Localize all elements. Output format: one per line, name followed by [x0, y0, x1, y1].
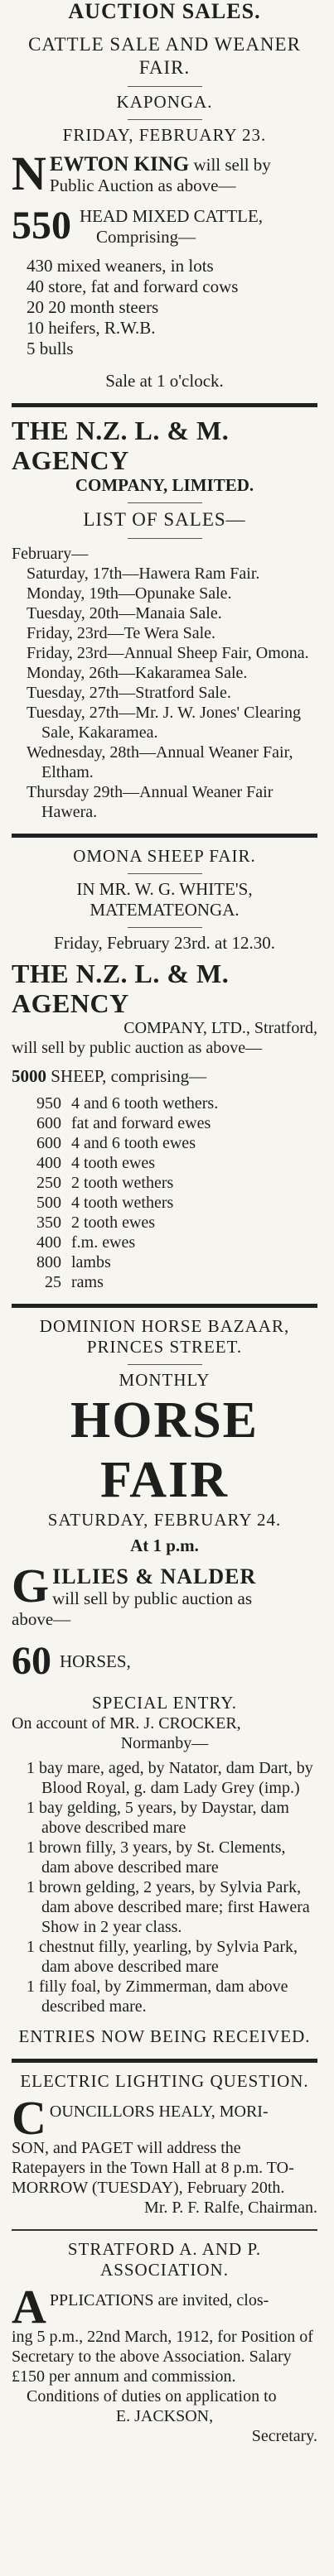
- list-item: Friday, 23rd—Te Wera Sale.: [27, 624, 216, 642]
- stratford-body: [12, 2280, 317, 2333]
- horse-title: DOMINION HORSE BAZAAR,: [39, 1316, 290, 1336]
- stratford-text3: Conditions of duties on application to: [27, 2387, 277, 2405]
- horse-account1: On account of MR. J. CROCKER,: [12, 1714, 241, 1733]
- cattle-title: CATTLE SALE AND WEANER FAIR.: [28, 34, 301, 78]
- list-item: Tuesday, 27th—Stratford Sale.: [27, 684, 231, 702]
- divider: [128, 119, 202, 120]
- list-item: Saturday, 17th—Hawera Ram Fair.: [27, 565, 260, 583]
- divider: [128, 502, 202, 503]
- electric-body: [12, 2091, 317, 2145]
- drop-cap: A: [12, 2280, 46, 2333]
- cattle-firm: [12, 147, 317, 200]
- section-divider: [12, 2059, 317, 2063]
- omona-firm3: will sell by public auction as above—: [12, 1039, 263, 1057]
- horse-entries: [12, 1758, 317, 2016]
- nzl-firm2: COMPANY, LIMITED.: [75, 475, 254, 495]
- divider: [128, 873, 202, 874]
- stratford-text2: ing 5 p.m., 22nd March, 1912, for Position of Secretary to the above Association. Salary £150 per annum and commission.: [12, 2328, 313, 2386]
- section-divider: [12, 1304, 317, 1308]
- drop-cap: G: [12, 1559, 50, 1612]
- horse-fair-ad: [12, 1316, 317, 2047]
- list-item: 500 4 tooth wethers: [36, 1194, 174, 1212]
- stratford-title: STRATFORD A. AND P. ASSOCIATION.: [67, 2239, 262, 2280]
- cattle-place: KAPONGA.: [116, 92, 213, 112]
- omona-head-number: 5000: [12, 1066, 46, 1086]
- list-item: 20 20 month steers: [27, 297, 159, 317]
- electric-lighting-ad: [12, 2071, 317, 2218]
- omona-items: [12, 1093, 317, 1292]
- horse-account2: Normanby—: [120, 1734, 209, 1752]
- horse-date: SATURDAY, FEBRUARY 24.: [47, 1510, 282, 1530]
- drop-cap: N: [12, 147, 46, 200]
- list-item: 40 store, fat and forward cows: [27, 276, 239, 296]
- column-header: AUCTION SALES.: [68, 0, 261, 23]
- list-item: 250 2 tooth wethers: [36, 1174, 174, 1192]
- electric-text2: SON, and PAGET will address the Ratepayers in the Town Hall at 8 p.m. TO-MORROW (TUESDAY), February 20th.: [12, 2139, 294, 2197]
- horse-count: [12, 1641, 317, 1681]
- list-item: 10 heifers, R.W.B.: [27, 318, 156, 338]
- list-item: 1 bay gelding, 5 years, by Daystar, dam above described mare: [27, 1799, 289, 1837]
- divider: [128, 1364, 202, 1365]
- omona-date: Friday, February 23rd. at 12.30.: [54, 933, 275, 953]
- cattle-count-desc: HEAD MIXED CATTLE,: [80, 206, 264, 226]
- list-item: 950 4 and 6 tooth wethers.: [36, 1094, 219, 1113]
- list-item: 350 2 tooth ewes: [36, 1214, 156, 1232]
- list-item: 400 f.m. ewes: [36, 1233, 136, 1252]
- divider: [128, 86, 202, 87]
- cattle-sale-ad: [12, 33, 317, 392]
- list-item: 600 fat and forward ewes: [36, 1114, 211, 1132]
- list-item: 1 brown filly, 3 years, by St. Clements, dam above described mare: [27, 1838, 286, 1877]
- horse-count-desc: HORSES,: [60, 1651, 131, 1671]
- horse-street: PRINCES STREET.: [86, 1337, 243, 1357]
- list-item: Tuesday, 27th—Mr. J. W. Jones' Clearing Sale, Kakaramea.: [27, 704, 302, 742]
- omona-line1: IN MR. W. G. WHITE'S,: [76, 879, 253, 899]
- drop-cap: C: [12, 2091, 46, 2145]
- list-item: Monday, 26th—Kakaramea Sale.: [27, 664, 248, 682]
- electric-title: ELECTRIC LIGHTING QUESTION.: [20, 2071, 309, 2091]
- stratford-signer-title: Secretary.: [251, 2427, 317, 2445]
- stratford-text1: PPLICATIONS are invited, clos-: [49, 2291, 269, 2309]
- horse-time: At 1 p.m.: [130, 1536, 199, 1555]
- firm-name: ILLIES & NALDER: [52, 1564, 257, 1588]
- omona-firm: THE N.Z. L. & M. AGENCY: [12, 959, 230, 1018]
- cattle-items: [12, 256, 317, 359]
- section-divider: [12, 834, 317, 838]
- list-item: 400 4 tooth ewes: [36, 1154, 156, 1172]
- omona-head: [12, 1066, 317, 1087]
- omona-line2: MATEMATEONGA.: [90, 900, 240, 920]
- divider: [128, 927, 202, 928]
- list-item: 1 bay mare, aged, by Natator, dam Dart, by Blood Royal, g. dam Lady Grey (imp.): [27, 1759, 313, 1797]
- cattle-comprising: Comprising—: [96, 227, 196, 247]
- list-item: 600 4 and 6 tooth ewes: [36, 1134, 196, 1152]
- stratford-ap-ad: [12, 2239, 317, 2446]
- firm-tail: will sell by: [193, 155, 271, 175]
- list-item: 1 chestnut filly, yearling, by Sylvia Park, dam above described mare: [27, 1938, 298, 1976]
- horse-fair-title: HORSE FAIR: [70, 1392, 259, 1508]
- horse-special: SPECIAL ENTRY.: [91, 1693, 238, 1713]
- divider: [128, 538, 202, 539]
- list-item: Monday, 19th—Opunake Sale.: [27, 584, 232, 603]
- horse-closing: ENTRIES NOW BEING RECEIVED.: [18, 2026, 311, 2046]
- list-item: 5 bulls: [27, 339, 74, 358]
- horse-firm: [12, 1559, 317, 1612]
- list-item: Thursday 29th—Annual Weaner Fair Hawera.: [27, 783, 273, 821]
- horse-monthly: MONTHLY: [119, 1370, 211, 1390]
- electric-signer: Mr. P. F. Ralfe, Chairman.: [144, 2199, 317, 2217]
- cattle-date: FRIDAY, FEBRUARY 23.: [62, 125, 267, 145]
- stratford-signer: E. JACKSON,: [115, 2407, 214, 2425]
- list-item: Wednesday, 28th—Annual Weaner Fair, Eltham.: [27, 743, 293, 781]
- list-item: 1 filly foal, by Zimmerman, dam above described mare.: [27, 1978, 288, 2016]
- cattle-count-number: 550: [12, 204, 71, 248]
- horse-firm-line3: above—: [12, 1609, 71, 1629]
- nzl-firm: THE N.Z. L. & M. AGENCY: [12, 416, 230, 475]
- section-divider: [12, 403, 317, 407]
- omona-title: OMONA SHEEP FAIR.: [73, 846, 256, 866]
- list-item: 800 lambs: [36, 1253, 111, 1271]
- horse-count-number: 60: [12, 1639, 51, 1683]
- section-divider: [12, 2229, 317, 2231]
- nzl-list-title: LIST OF SALES—: [83, 509, 246, 530]
- list-item: Friday, 23rd—Annual Sheep Fair, Omona.: [27, 644, 309, 662]
- firm-name: EWTON KING: [49, 153, 190, 175]
- firm-line2: Public Auction as above—: [49, 175, 236, 195]
- omona-head-desc: SHEEP, comprising—: [51, 1066, 207, 1086]
- cattle-count: [12, 206, 317, 248]
- cattle-sale-time: Sale at 1 o'clock.: [105, 371, 224, 391]
- electric-text1: OUNCILLORS HEALY, MORI-: [49, 2103, 269, 2121]
- list-item: Tuesday, 20th—Manaia Sale.: [27, 604, 222, 622]
- omona-sheep-ad: [12, 846, 317, 1292]
- nzl-list-ad: [12, 416, 317, 822]
- nzl-month: February—: [12, 545, 89, 563]
- nzl-sales-list: [12, 564, 317, 822]
- list-item: 25 rams: [45, 1273, 104, 1291]
- list-item: 1 brown gelding, 2 years, by Sylvia Park, dam above described mare; first Hawera Show in 2 year class.: [27, 1878, 310, 1936]
- list-item: 430 mixed weaners, in lots: [27, 256, 214, 276]
- firm-line2: will sell by public auction as: [52, 1588, 252, 1608]
- omona-firm2: COMPANY, LTD., Stratford,: [123, 1019, 317, 1037]
